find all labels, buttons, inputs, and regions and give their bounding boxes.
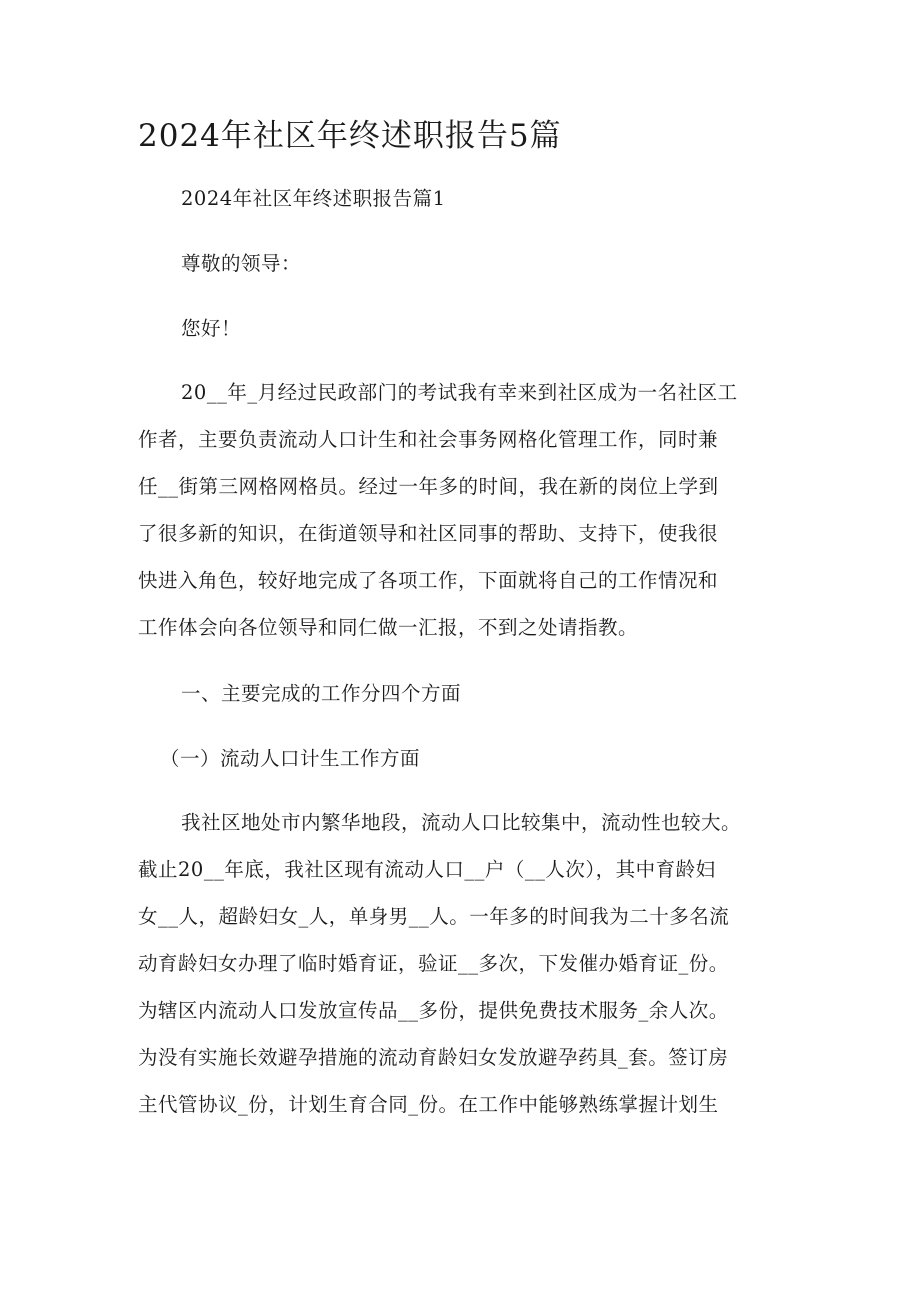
paragraph-line: 了很多新的知识，在街道领导和社区同事的帮助、支持下，使我很 [138,522,719,545]
paragraph-line: 动育龄妇女办理了临时婚育证，验证__多次，下发催办婚育证_份。 [138,952,729,975]
paragraph-line: 任__街第三网格网格员。经过一年多的时间，我在新的岗位上学到 [138,475,719,498]
heading-main-work: 一、主要完成的工作分四个方面 [181,682,462,705]
subheading-floating-population: （一）流动人口计生工作方面 [160,747,421,770]
paragraph-line: 女__人，超龄妇女_人，单身男__人。一年多的时间我为二十多名流 [138,905,730,928]
paragraph-line: 作者，主要负责流动人口计生和社会事务网格化管理工作，同时兼 [138,428,719,451]
greeting: 您好！ [181,317,242,340]
section-heading: 2024年社区年终述职报告篇1 [181,187,446,210]
document-title: 2024年社区年终述职报告5篇 [138,118,562,154]
paragraph-line: 快进入角色，较好地完成了各项工作，下面就将自己的工作情况和 [138,569,719,592]
paragraph-line: 截止20__年底，我社区现有流动人口__户（__人次），其中育龄妇 [138,858,716,881]
paragraph-line: 为没有实施长效避孕措施的流动育龄妇女发放避孕药具_套。签订房 [138,1046,729,1069]
paragraph-line: 工作体会向各位领导和同仁做一汇报，不到之处请指教。 [138,616,639,639]
paragraph-line: 20__年_月经过民政部门的考试我有幸来到社区成为一名社区工 [181,381,738,404]
paragraph-line: 为辖区内流动人口发放宣传品__多份，提供免费技术服务_余人次。 [138,999,729,1022]
salutation: 尊敬的领导： [181,252,302,275]
paragraph-line: 我社区地处市内繁华地段，流动人口比较集中，流动性也较大。 [181,811,742,834]
paragraph-line: 主代管协议_份，计划生育合同_份。在工作中能够熟练掌握计划生 [138,1093,719,1116]
